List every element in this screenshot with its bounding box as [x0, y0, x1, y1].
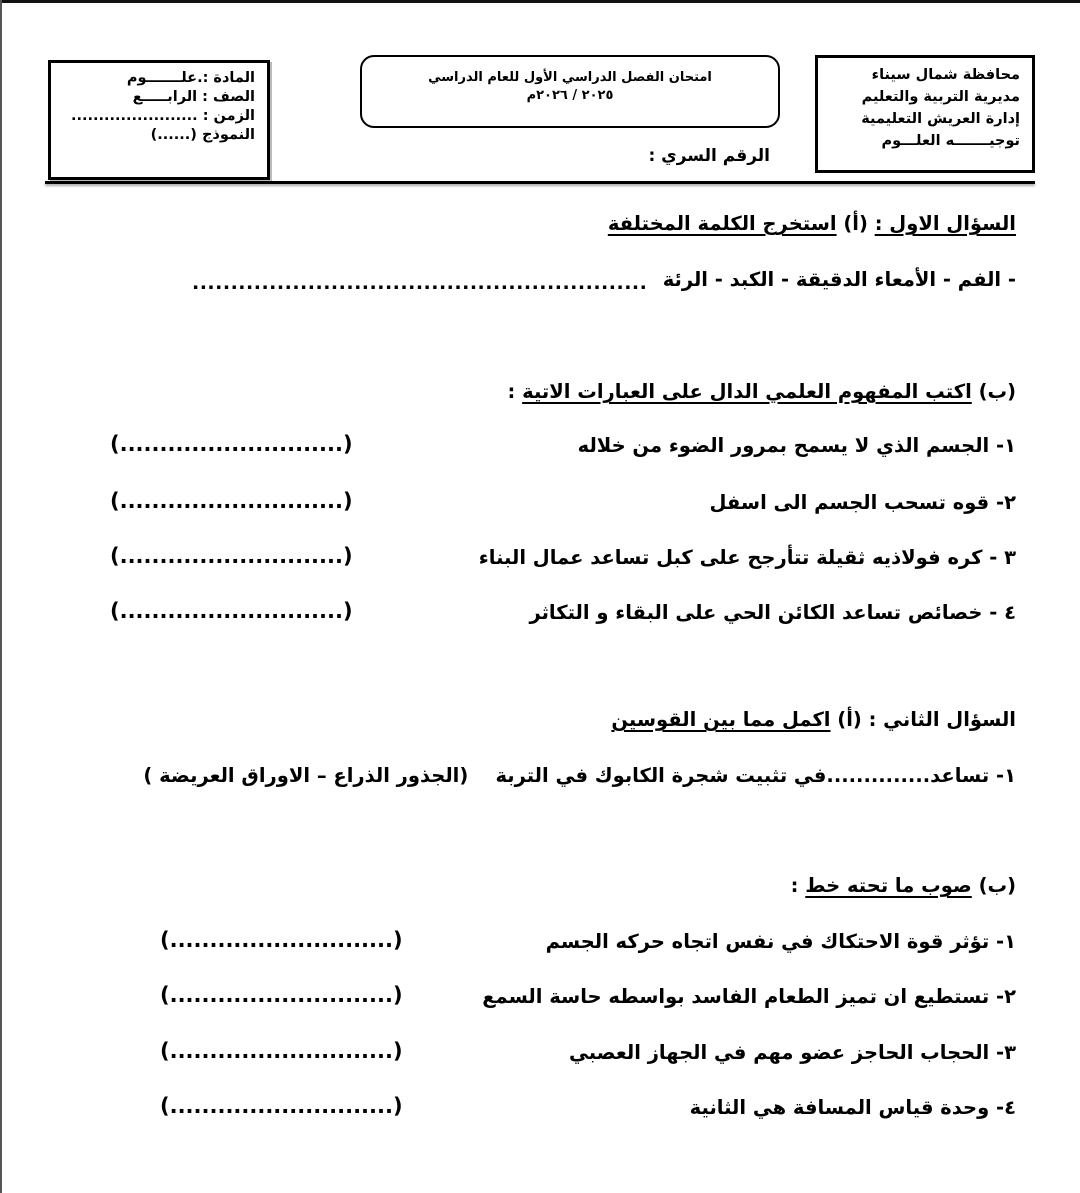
question-1b-answer-2[interactable]: (............................) — [110, 489, 353, 513]
directorate-box — [815, 55, 1035, 173]
question-2b-answer-3[interactable]: (............................) — [160, 1039, 403, 1063]
question-1a-items: - الفم - الأمعاء الدقيقة - الكبد - الرئة — [662, 268, 1016, 291]
page-left-border — [0, 0, 2, 1193]
question-1-label: السؤال الاول : — [874, 212, 1016, 235]
question-2b-colon: : — [790, 874, 806, 897]
question-2b-item-3: ٣- الحجاب الحاجز عضو مهم في الجهاز العصبي — [568, 1041, 1016, 1064]
question-2a-item-1 — [143, 764, 1016, 787]
exam-year: ٢٠٢٥ / ٢٠٢٦م — [526, 88, 614, 103]
directorate-label: مديرية التربية والتعليم — [861, 89, 1020, 105]
governorate-label: محافظة شمال سيناء — [871, 67, 1020, 83]
question-2b-heading — [791, 874, 1016, 897]
question-2-heading — [611, 708, 1016, 731]
question-2-label: السؤال الثاني : — [868, 708, 1016, 731]
question-2a-item-1-text: ١- تساعد..............في تثبيت شجرة الكابوك في التربة — [495, 764, 1016, 787]
question-1b-answer-1[interactable]: (............................) — [110, 432, 353, 456]
question-1-heading — [608, 212, 1016, 235]
question-1a-answer-blank[interactable]: ........................................................... — [192, 272, 648, 294]
question-2b-answer-2[interactable]: (............................) — [160, 983, 403, 1007]
question-2a-item-1-choices: (الجذور الذراع – الاوراق العريضة ) — [143, 764, 469, 787]
question-1b-item-2: ٢- قوه تسحب الجسم الى اسفل — [709, 491, 1016, 514]
question-1b-colon: : — [507, 380, 523, 403]
administration-label: إدارة العريش التعليمية — [861, 111, 1020, 127]
secret-number-label: الرقم السري : — [648, 146, 770, 166]
question-1b-item-3: ٣ - كره فولاذيه ثقيلة تتأرجح على كبل تساعد عمال البناء — [478, 546, 1016, 569]
question-2a-instruction: اكمل مما بين القوسين — [611, 708, 831, 731]
question-1a-prefix: (أ) — [843, 212, 868, 235]
exam-info-box — [48, 60, 270, 180]
subject-field: المادة :.علـــــــوم — [126, 70, 255, 86]
question-2a-prefix: (أ) — [837, 708, 862, 731]
question-2b-item-4: ٤- وحدة قياس المسافة هي الثانية — [689, 1096, 1016, 1119]
question-2b-item-1: ١- تؤثر قوة الاحتكاك في نفس اتجاه حركه الجسم — [545, 930, 1016, 953]
supervision-label: توجيـــــــه العلـــوم — [881, 133, 1020, 149]
question-2b-answer-4[interactable]: (............................) — [160, 1094, 403, 1118]
question-1b-prefix: (ب) — [978, 380, 1016, 403]
model-field[interactable]: النموذج (......) — [150, 127, 255, 143]
question-1b-answer-4[interactable]: (............................) — [110, 599, 353, 623]
question-1b-item-4: ٤ - خصائص تساعد الكائن الحي على البقاء و التكاثر — [529, 601, 1016, 624]
exam-title-box — [360, 55, 780, 128]
question-2b-answer-1[interactable]: (............................) — [160, 928, 403, 952]
question-1b-answer-3[interactable]: (............................) — [110, 544, 353, 568]
question-1a-instruction: استخرج الكلمة المختلفة — [607, 212, 837, 235]
question-1b-instruction: اكتب المفهوم العلمي الدال على العبارات الاتية — [522, 380, 972, 403]
page-top-border — [0, 0, 1080, 3]
question-2b-instruction: صوب ما تحته خط — [805, 874, 972, 897]
question-2b-item-2: ٢- تستطيع ان تميز الطعام الفاسد بواسطه حاسة السمع — [482, 985, 1016, 1008]
question-1b-item-1: ١- الجسم الذي لا يسمح بمرور الضوء من خلاله — [577, 434, 1016, 457]
header-separator — [45, 181, 1035, 184]
exam-title: امتحان الفصل الدراسي الأول للعام الدراسي — [428, 70, 712, 85]
grade-field: الصف : الرابـــــع — [132, 89, 255, 105]
question-2b-prefix: (ب) — [978, 874, 1016, 897]
time-field[interactable]: الزمن : ....................... — [70, 108, 255, 124]
question-1b-heading — [508, 380, 1016, 403]
